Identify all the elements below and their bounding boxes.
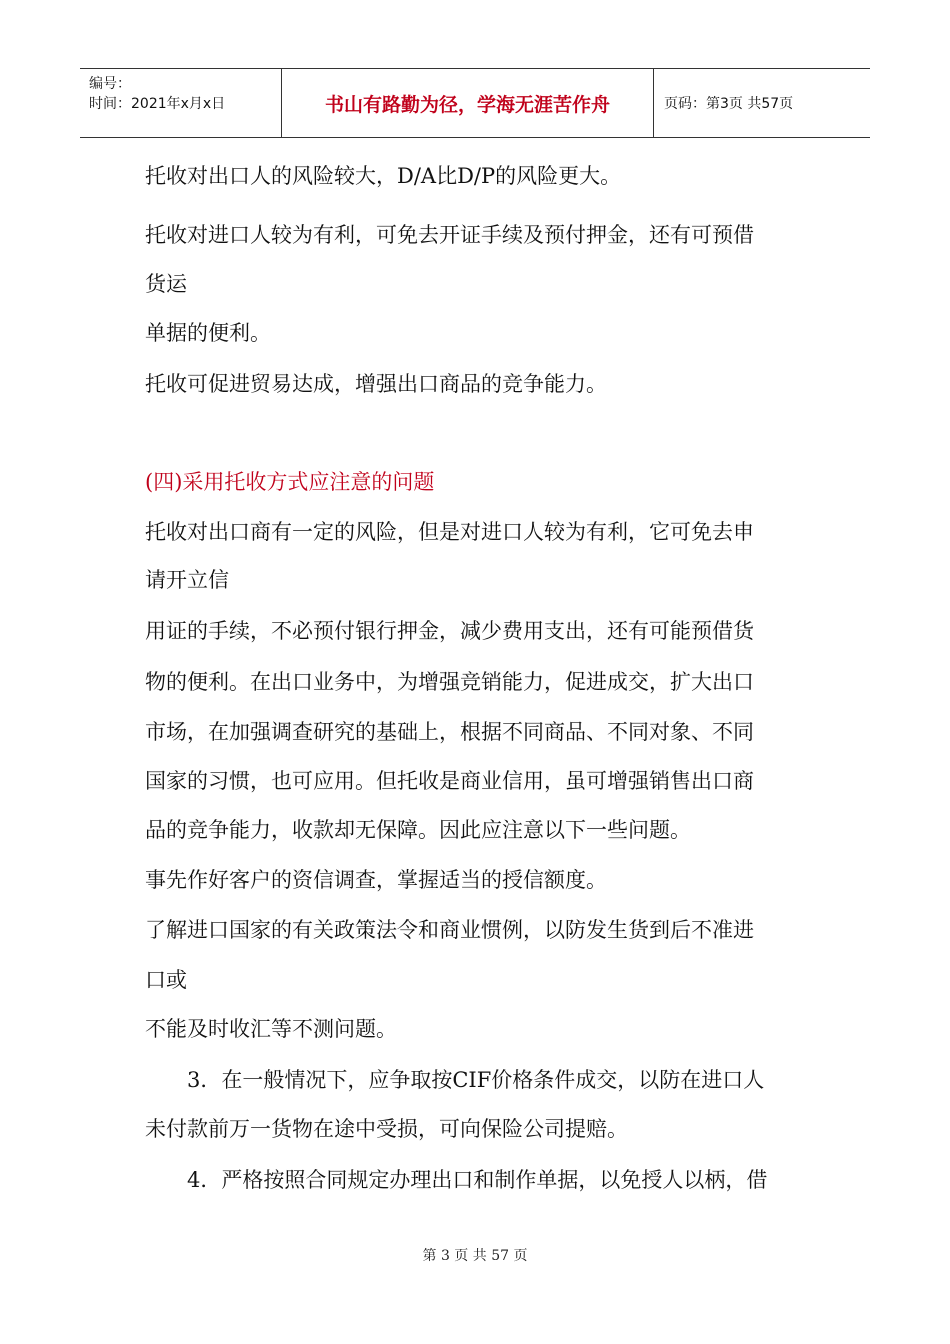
header-motto: 书山有路勤为径，学海无涯苦作舟 [282,69,654,137]
document-time-label: 时间：2021年x月x日 [89,96,226,112]
body-line: 不能及时收汇等不测问题。 [145,1017,397,1041]
body-line: 未付款前万一货物在途中受损，可向保险公司提赔。 [145,1117,628,1141]
page-footer: 第 3 页 共 57 页 [422,1248,528,1264]
numbered-item-3: 3．在一般情况下，应争取按CIF价格条件成交，以防在进口人 [187,1068,765,1092]
body-line: 货运 [145,272,187,296]
numbered-item-4: 4．严格按照合同规定办理出口和制作单据，以免授人以柄，借 [187,1168,768,1192]
body-line: 物的便利。在出口业务中，为增强竞销能力，促进成交，扩大出口 [145,670,754,694]
document-number-label: 编号： [89,76,131,92]
body-line: 单据的便利。 [145,321,271,345]
body-line: 品的竞争能力，收款却无保障。因此应注意以下一些问题。 [145,818,691,842]
body-line: 事先作好客户的资信调查，掌握适当的授信额度。 [145,868,607,892]
body-line: 用证的手续，不必预付银行押金，减少费用支出，还有可能预借货 [145,619,754,643]
body-line: 托收对出口人的风险较大，D/A比D/P的风险更大。 [145,164,622,188]
section-heading: (四)采用托收方式应注意的问题 [145,470,435,494]
header-meta-cell [80,69,282,137]
body-line: 托收可促进贸易达成，增强出口商品的竞争能力。 [145,372,607,396]
body-line: 托收对出口商有一定的风险，但是对进口人较为有利，它可免去申 [145,520,754,544]
page-header [80,68,870,138]
body-line: 请开立信 [145,568,229,592]
body-line: 国家的习惯，也可应用。但托收是商业信用，虽可增强销售出口商 [145,769,754,793]
body-line: 口或 [145,968,187,992]
header-page-info: 页码：第3页 共57页 [664,96,794,112]
body-line: 市场，在加强调查研究的基础上，根据不同商品、不同对象、不同 [145,720,754,744]
body-line: 了解进口国家的有关政策法令和商业惯例，以防发生货到后不准进 [145,918,754,942]
body-line: 托收对进口人较为有利，可免去开证手续及预付押金，还有可预借 [145,223,754,247]
